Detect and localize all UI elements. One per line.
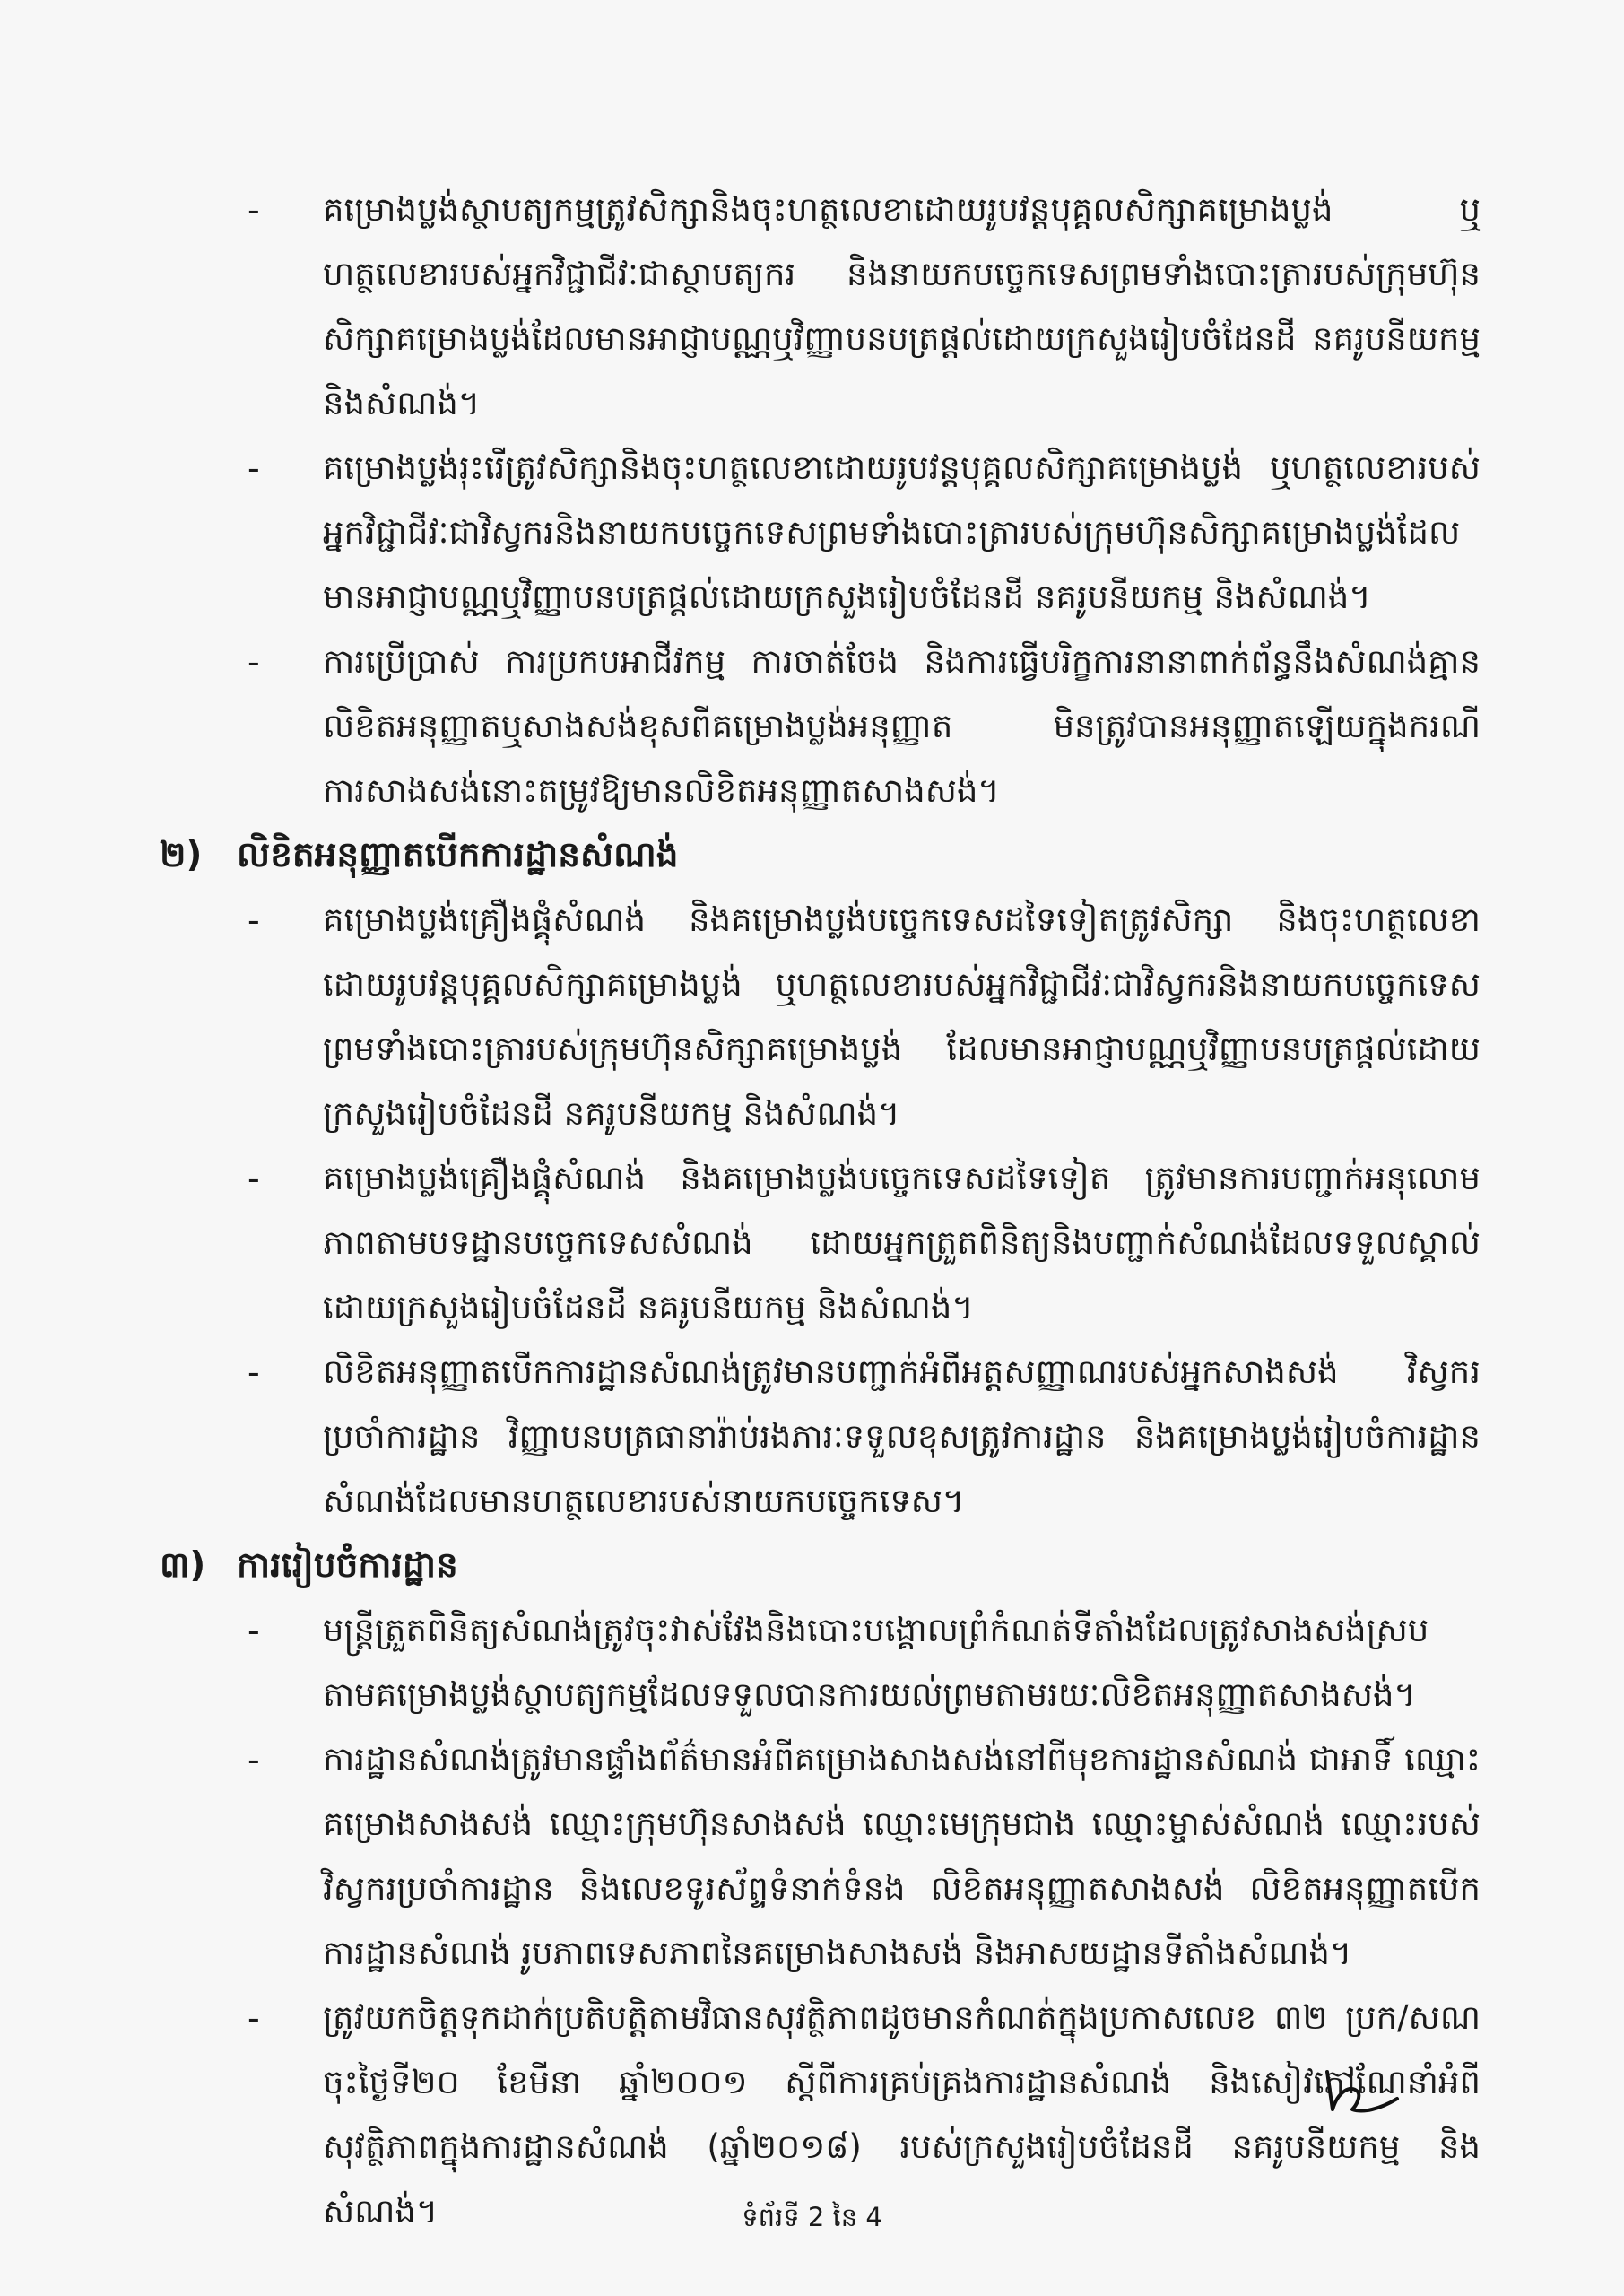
list-item (160, 1598, 1481, 1727)
dash-marker: - (248, 1611, 260, 1650)
dash-marker: - (248, 190, 260, 230)
list-item (160, 1727, 1481, 1986)
dash-marker: - (248, 900, 260, 940)
section-number: ២) (160, 835, 203, 875)
list-item-text: មន្ត្រីត្រួតពិនិត្យសំណង់ត្រូវចុះវាស់វែងនិងបោះបង្គោលព្រំកំណត់ទីតាំងដែលត្រូវសាងសង់ស្របតាមគម្រោងប្លង់ស្ថាបត្យកម្មដែលទទួលបានការយល់ព្រមតាមរយៈលិខិតអនុញ្ញាតសាងសង់។ (323, 1611, 1429, 1714)
handwritten-initial-icon (1320, 2065, 1401, 2118)
section-number: ៣) (160, 1545, 206, 1586)
list-item (160, 888, 1481, 1146)
section-heading (160, 823, 1481, 888)
list-item-text: គម្រោងប្លង់គ្រឿងផ្គុំសំណង់ និងគម្រោងប្លង់បច្ចេកទេសដទៃទៀត ត្រូវមានការបញ្ជាក់អនុលោមភាពតាមបទដ្ឋានបច្ចេកទេសសំណង់ ដោយអ្នកត្រួតពិនិត្យនិងបញ្ជាក់សំណង់ដែលទទួលស្គាល់ដោយក្រសួងរៀបចំដែនដី នគរូបនីយកម្ម និងសំណង់។ (323, 1159, 1481, 1326)
section2-list (160, 888, 1481, 1534)
list-item (160, 630, 1481, 823)
list-item (160, 178, 1481, 436)
dash-marker: - (248, 448, 260, 488)
dash-marker: - (248, 1998, 260, 2038)
section-title: ការរៀបចំការដ្ឋាន (237, 1545, 458, 1586)
list-item-text: លិខិតអនុញ្ញាតបើកការដ្ឋានសំណង់ត្រូវមានបញ្ជាក់អំពីអត្តសញ្ញាណរបស់អ្នកសាងសង់ វិស្វករប្រចាំការដ្ឋាន វិញ្ញាបនបត្រធានារ៉ាប់រងភារៈទទួលខុសត្រូវការដ្ឋាន និងគម្រោងប្លង់រៀបចំការដ្ឋានសំណង់ដែលមានហត្ថលេខារបស់នាយកបច្ចេកទេស។ (323, 1352, 1481, 1520)
list-item-text: គម្រោងប្លង់ស្ថាបត្យកម្មត្រូវសិក្សានិងចុះហត្ថលេខាដោយរូបវន្តបុគ្គលសិក្សាគម្រោងប្លង់ ឬហត្ថលេខារបស់អ្នកវិជ្ជាជីវៈជាស្ថាបត្យករ និងនាយកបច្ចេកទេសព្រមទាំងបោះត្រារបស់ក្រុមហ៊ុនសិក្សាគម្រោងប្លង់ដែលមានអាជ្ញាបណ្ណឬវិញ្ញាបនបត្រផ្តល់ដោយក្រសួងរៀបចំដែនដី នគរូបនីយកម្ម និងសំណង់។ (323, 190, 1481, 422)
section-title: លិខិតអនុញ្ញាតបើកការដ្ឋានសំណង់ (237, 835, 679, 875)
page-number: ទំព័រទី 2 នៃ 4 (742, 2202, 882, 2232)
list-item-text: គម្រោងប្លង់រុះរើត្រូវសិក្សានិងចុះហត្ថលេខាដោយរូបវន្តបុគ្គលសិក្សាគម្រោងប្លង់ ឬហត្ថលេខារបស់អ្នកវិជ្ជាជីវៈជាវិស្វករនិងនាយកបច្ចេកទេសព្រមទាំងបោះត្រារបស់ក្រុមហ៊ុនសិក្សាគម្រោងប្លង់ដែលមានអាជ្ញាបណ្ណឬវិញ្ញាបនបត្រផ្តល់ដោយក្រសួងរៀបចំដែនដី នគរូបនីយកម្ម និងសំណង់។ (323, 448, 1481, 616)
dash-marker: - (248, 1159, 260, 1198)
section-heading (160, 1534, 1481, 1598)
list-item-text: គម្រោងប្លង់គ្រឿងផ្គុំសំណង់ និងគម្រោងប្លង់បច្ចេកទេសដទៃទៀតត្រូវសិក្សា និងចុះហត្ថលេខាដោយរូបវន្តបុគ្គលសិក្សាគម្រោងប្លង់ ឬហត្ថលេខារបស់អ្នកវិជ្ជាជីវៈជាវិស្វករនិងនាយកបច្ចេកទេសព្រមទាំងបោះត្រារបស់ក្រុមហ៊ុនសិក្សាគម្រោងប្លង់ ដែលមានអាជ្ញាបណ្ណឬវិញ្ញាបនបត្រផ្តល់ដោយក្រសួងរៀបចំដែនដី នគរូបនីយកម្ម និងសំណង់។ (323, 900, 1481, 1133)
list-item-text: ការដ្ឋានសំណង់ត្រូវមានផ្ទាំងព័ត៌មានអំពីគម្រោងសាងសង់នៅពីមុខការដ្ឋានសំណង់ ជាអាទិ៍ ឈ្មោះគម្រោងសាងសង់ ឈ្មោះក្រុមហ៊ុនសាងសង់ ឈ្មោះមេក្រុមជាង ឈ្មោះម្ចាស់សំណង់ ឈ្មោះរបស់វិស្វករប្រចាំការដ្ឋាន និងលេខទូរស័ព្ទទំនាក់ទំនង លិខិតអនុញ្ញាតសាងសង់ លិខិតអនុញ្ញាតបើកការដ្ឋានសំណង់ រូបភាពទេសភាពនៃគម្រោងសាងសង់ និងអាសយដ្ឋានទីតាំងសំណង់។ (323, 1740, 1481, 1972)
list-item (160, 1340, 1481, 1534)
dash-marker: - (248, 1352, 260, 1392)
section3-list (160, 1598, 1481, 2244)
dash-marker: - (248, 642, 260, 682)
list-item (160, 436, 1481, 630)
dash-marker: - (248, 1740, 260, 1779)
list-item-text: ការប្រើប្រាស់ ការប្រកបអាជីវកម្ម ការចាត់ចែង និងការធ្វើបរិក្ខការនានាពាក់ព័ន្ធនឹងសំណង់គ្មានលិខិតអនុញ្ញាតឬសាងសង់ខុសពីគម្រោងប្លង់អនុញ្ញាត មិនត្រូវបានអនុញ្ញាតឡើយក្នុងករណីការសាងសង់នោះតម្រូវឱ្យមានលិខិតអនុញ្ញាតសាងសង់។ (323, 642, 1481, 810)
list-item-text: ត្រូវយកចិត្តទុកដាក់ប្រតិបត្តិតាមវិធានសុវត្ថិភាពដូចមានកំណត់ក្នុងប្រកាសលេខ ៣២ ប្រក/សណ ចុះថ្ងៃទី២០ ខែមីនា ឆ្នាំ២០០១ ស្តីពីការគ្រប់គ្រងការដ្ឋានសំណង់ និងសៀវភៅណែនាំអំពីសុវត្ថិភាពក្នុងការដ្ឋានសំណង់ (ឆ្នាំ២០១៨) របស់ក្រសួងរៀបចំដែនដី នគរូបនីយកម្ម និងសំណង់។ (323, 1998, 1481, 2231)
list-item (160, 1146, 1481, 1340)
block1-list (160, 178, 1481, 823)
